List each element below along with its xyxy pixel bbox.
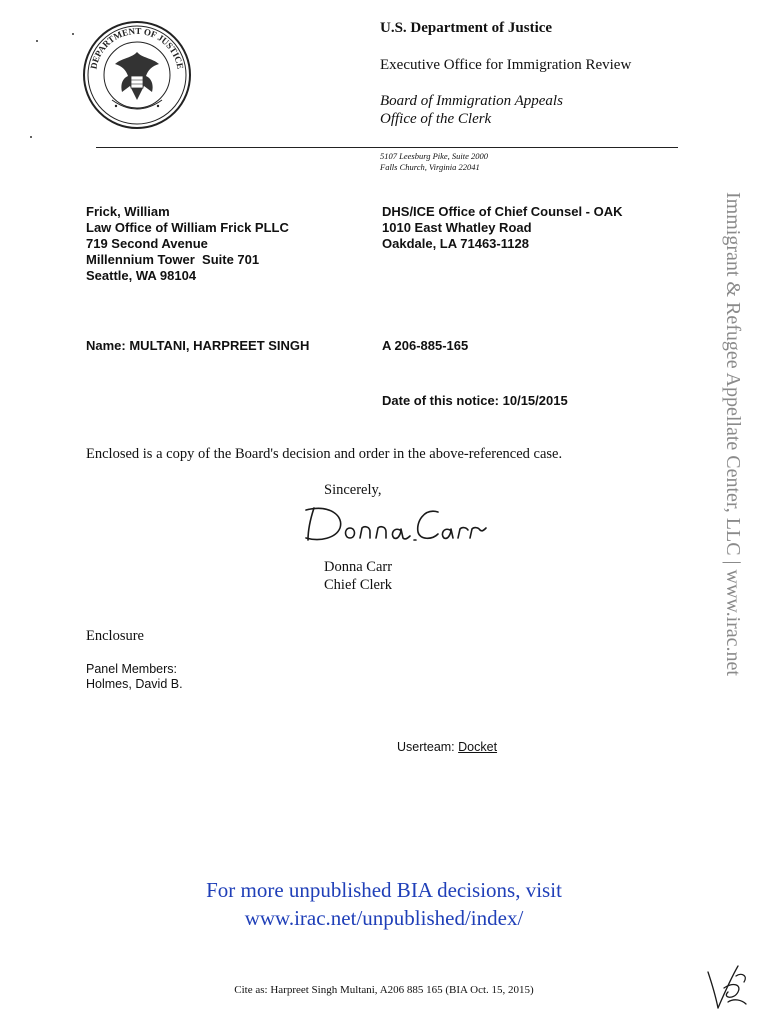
- signer-title: Chief Clerk: [324, 577, 393, 593]
- userteam: [397, 740, 497, 754]
- body-text: Enclosed is a copy of the Board's decision and order in the above-referenced case.: [86, 446, 563, 462]
- doj-seal-icon: [82, 20, 192, 130]
- office-address: [380, 151, 488, 173]
- citation-footer: Cite as: Harpreet Singh Multani, A206 885 165 (BIA Oct. 15, 2015): [234, 984, 534, 996]
- signer-block: [324, 558, 392, 594]
- board-line-2: Office of the Clerk: [380, 111, 492, 127]
- recipient-address: [86, 204, 289, 284]
- promo-block: [84, 876, 684, 932]
- panel-member: Holmes, David B.: [86, 677, 183, 691]
- panel-members: [86, 662, 183, 692]
- board-line-1: Board of Immigration Appeals: [380, 93, 563, 109]
- handwritten-signature: [300, 500, 490, 548]
- counsel-address: [382, 204, 623, 252]
- signer-name: Donna Carr: [324, 559, 393, 575]
- recipient-line: Millennium Tower Suite 701: [86, 252, 260, 267]
- counsel-line: 1010 East Whatley Road: [382, 220, 532, 235]
- notice-date: Date of this notice: 10/15/2015: [382, 393, 568, 408]
- closing: Sincerely,: [324, 482, 382, 498]
- enclosure-label: Enclosure: [86, 628, 144, 644]
- board-heading: [380, 92, 563, 128]
- scan-speck: [30, 136, 32, 138]
- alien-number: A 206-885-165: [382, 338, 469, 353]
- counsel-line: Oakdale, LA 71463-1128: [382, 236, 529, 251]
- scan-speck: [72, 33, 74, 35]
- promo-link[interactable]: www.irac.net/unpublished/index/: [244, 906, 524, 930]
- userteam-label: Userteam:: [397, 740, 455, 754]
- promo-line-1: For more unpublished BIA decisions, visit: [206, 878, 562, 902]
- respondent-name: Name: MULTANI, HARPREET SINGH: [86, 338, 310, 353]
- recipient-line: 719 Second Avenue: [86, 236, 208, 251]
- side-watermark: [713, 192, 753, 832]
- header-rule: [96, 147, 678, 148]
- userteam-value: Docket: [458, 740, 498, 754]
- panel-label: Panel Members:: [86, 662, 178, 676]
- office-title: Executive Office for Immigration Review: [380, 57, 632, 73]
- office-address-line-2: Falls Church, Virginia 22041: [380, 162, 480, 172]
- handwritten-initials: [698, 958, 754, 1014]
- department-title: U.S. Department of Justice: [380, 20, 553, 36]
- recipient-line: Law Office of William Frick PLLC: [86, 220, 289, 235]
- recipient-line: Frick, William: [86, 204, 170, 219]
- counsel-line: DHS/ICE Office of Chief Counsel - OAK: [382, 204, 623, 219]
- scan-speck: [36, 40, 38, 42]
- side-watermark-text: Immigrant & Refugee Appellate Center, LLC | www.irac.net: [722, 192, 744, 676]
- office-address-line-1: 5107 Leesburg Pike, Suite 2000: [380, 151, 489, 161]
- seal-text: DEPARTMENT OF JUSTICE: [88, 25, 186, 70]
- recipient-line: Seattle, WA 98104: [86, 268, 197, 283]
